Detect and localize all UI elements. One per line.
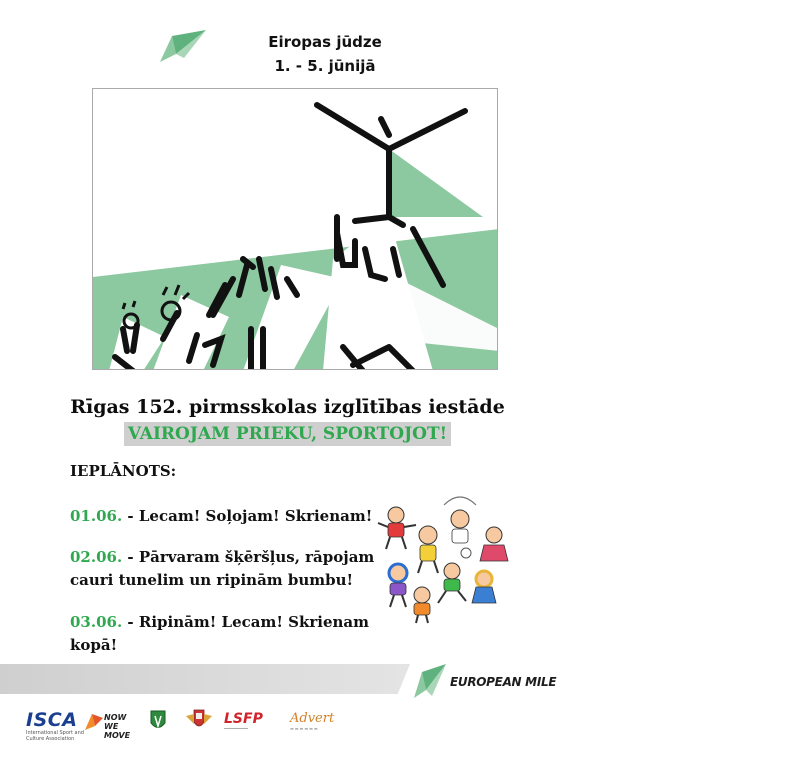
isca-logo-subtext: International Sport and Culture Association xyxy=(26,730,84,742)
event-item xyxy=(70,611,410,657)
header-title-line2: 1. - 5. jūnijā xyxy=(274,57,376,75)
european-mile-label: EUROPEAN MILE xyxy=(450,675,557,689)
event-text: - Pārvaram šķēršļus, rāpojam cauri tunelim un ripinām bumbu! xyxy=(70,548,375,589)
header-title xyxy=(240,30,410,78)
stick-figures-illustration xyxy=(92,88,498,370)
advert-logo xyxy=(290,712,334,734)
lsfp-logo xyxy=(224,712,272,734)
isca-logo xyxy=(26,709,84,742)
event-item xyxy=(70,546,410,592)
isca-logo-text: ISCA xyxy=(26,709,78,731)
header-title-line1: Eiropas jūdze xyxy=(268,33,382,51)
now-we-move-text: NOW WE MOVE xyxy=(104,713,131,740)
event-date: 03.06. xyxy=(70,613,123,631)
shield-crest-icon xyxy=(150,710,166,732)
advert-logo-text: Advert xyxy=(290,711,335,726)
footer-band xyxy=(0,664,410,694)
slogan: VAIROJAM PRIEKU, SPORTOJOT! xyxy=(124,422,451,446)
lsfp-logo-text: LSFP xyxy=(224,711,263,727)
event-date: 01.06. xyxy=(70,507,123,525)
school-name: Rīgas 152. pirmsskolas izglītības iestāde xyxy=(70,396,505,418)
now-we-move-mark-icon xyxy=(84,712,104,732)
riga-coat-of-arms-logo xyxy=(182,708,216,738)
european-mile-logo-icon xyxy=(158,28,208,64)
event-text: - Ripinām! Lecam! Skrienam kopā! xyxy=(70,613,370,654)
now-we-move-logo xyxy=(84,712,136,740)
playing-children-image xyxy=(372,495,512,625)
plan-heading: IEPLĀNOTS: xyxy=(70,462,177,480)
slogan-container xyxy=(0,422,575,446)
european-mile-footer-logo-icon xyxy=(412,662,448,700)
coat-of-arms-icon xyxy=(182,708,216,732)
event-item xyxy=(70,505,410,528)
advert-logo-decoration: ▬▬▬▬▬▬ xyxy=(290,726,319,731)
event-date: 02.06. xyxy=(70,548,123,566)
lsfp-logo-decoration: ━━━━━━━━━━ xyxy=(224,726,249,731)
event-text: - Lecam! Soļojam! Skrienam! xyxy=(122,507,373,525)
